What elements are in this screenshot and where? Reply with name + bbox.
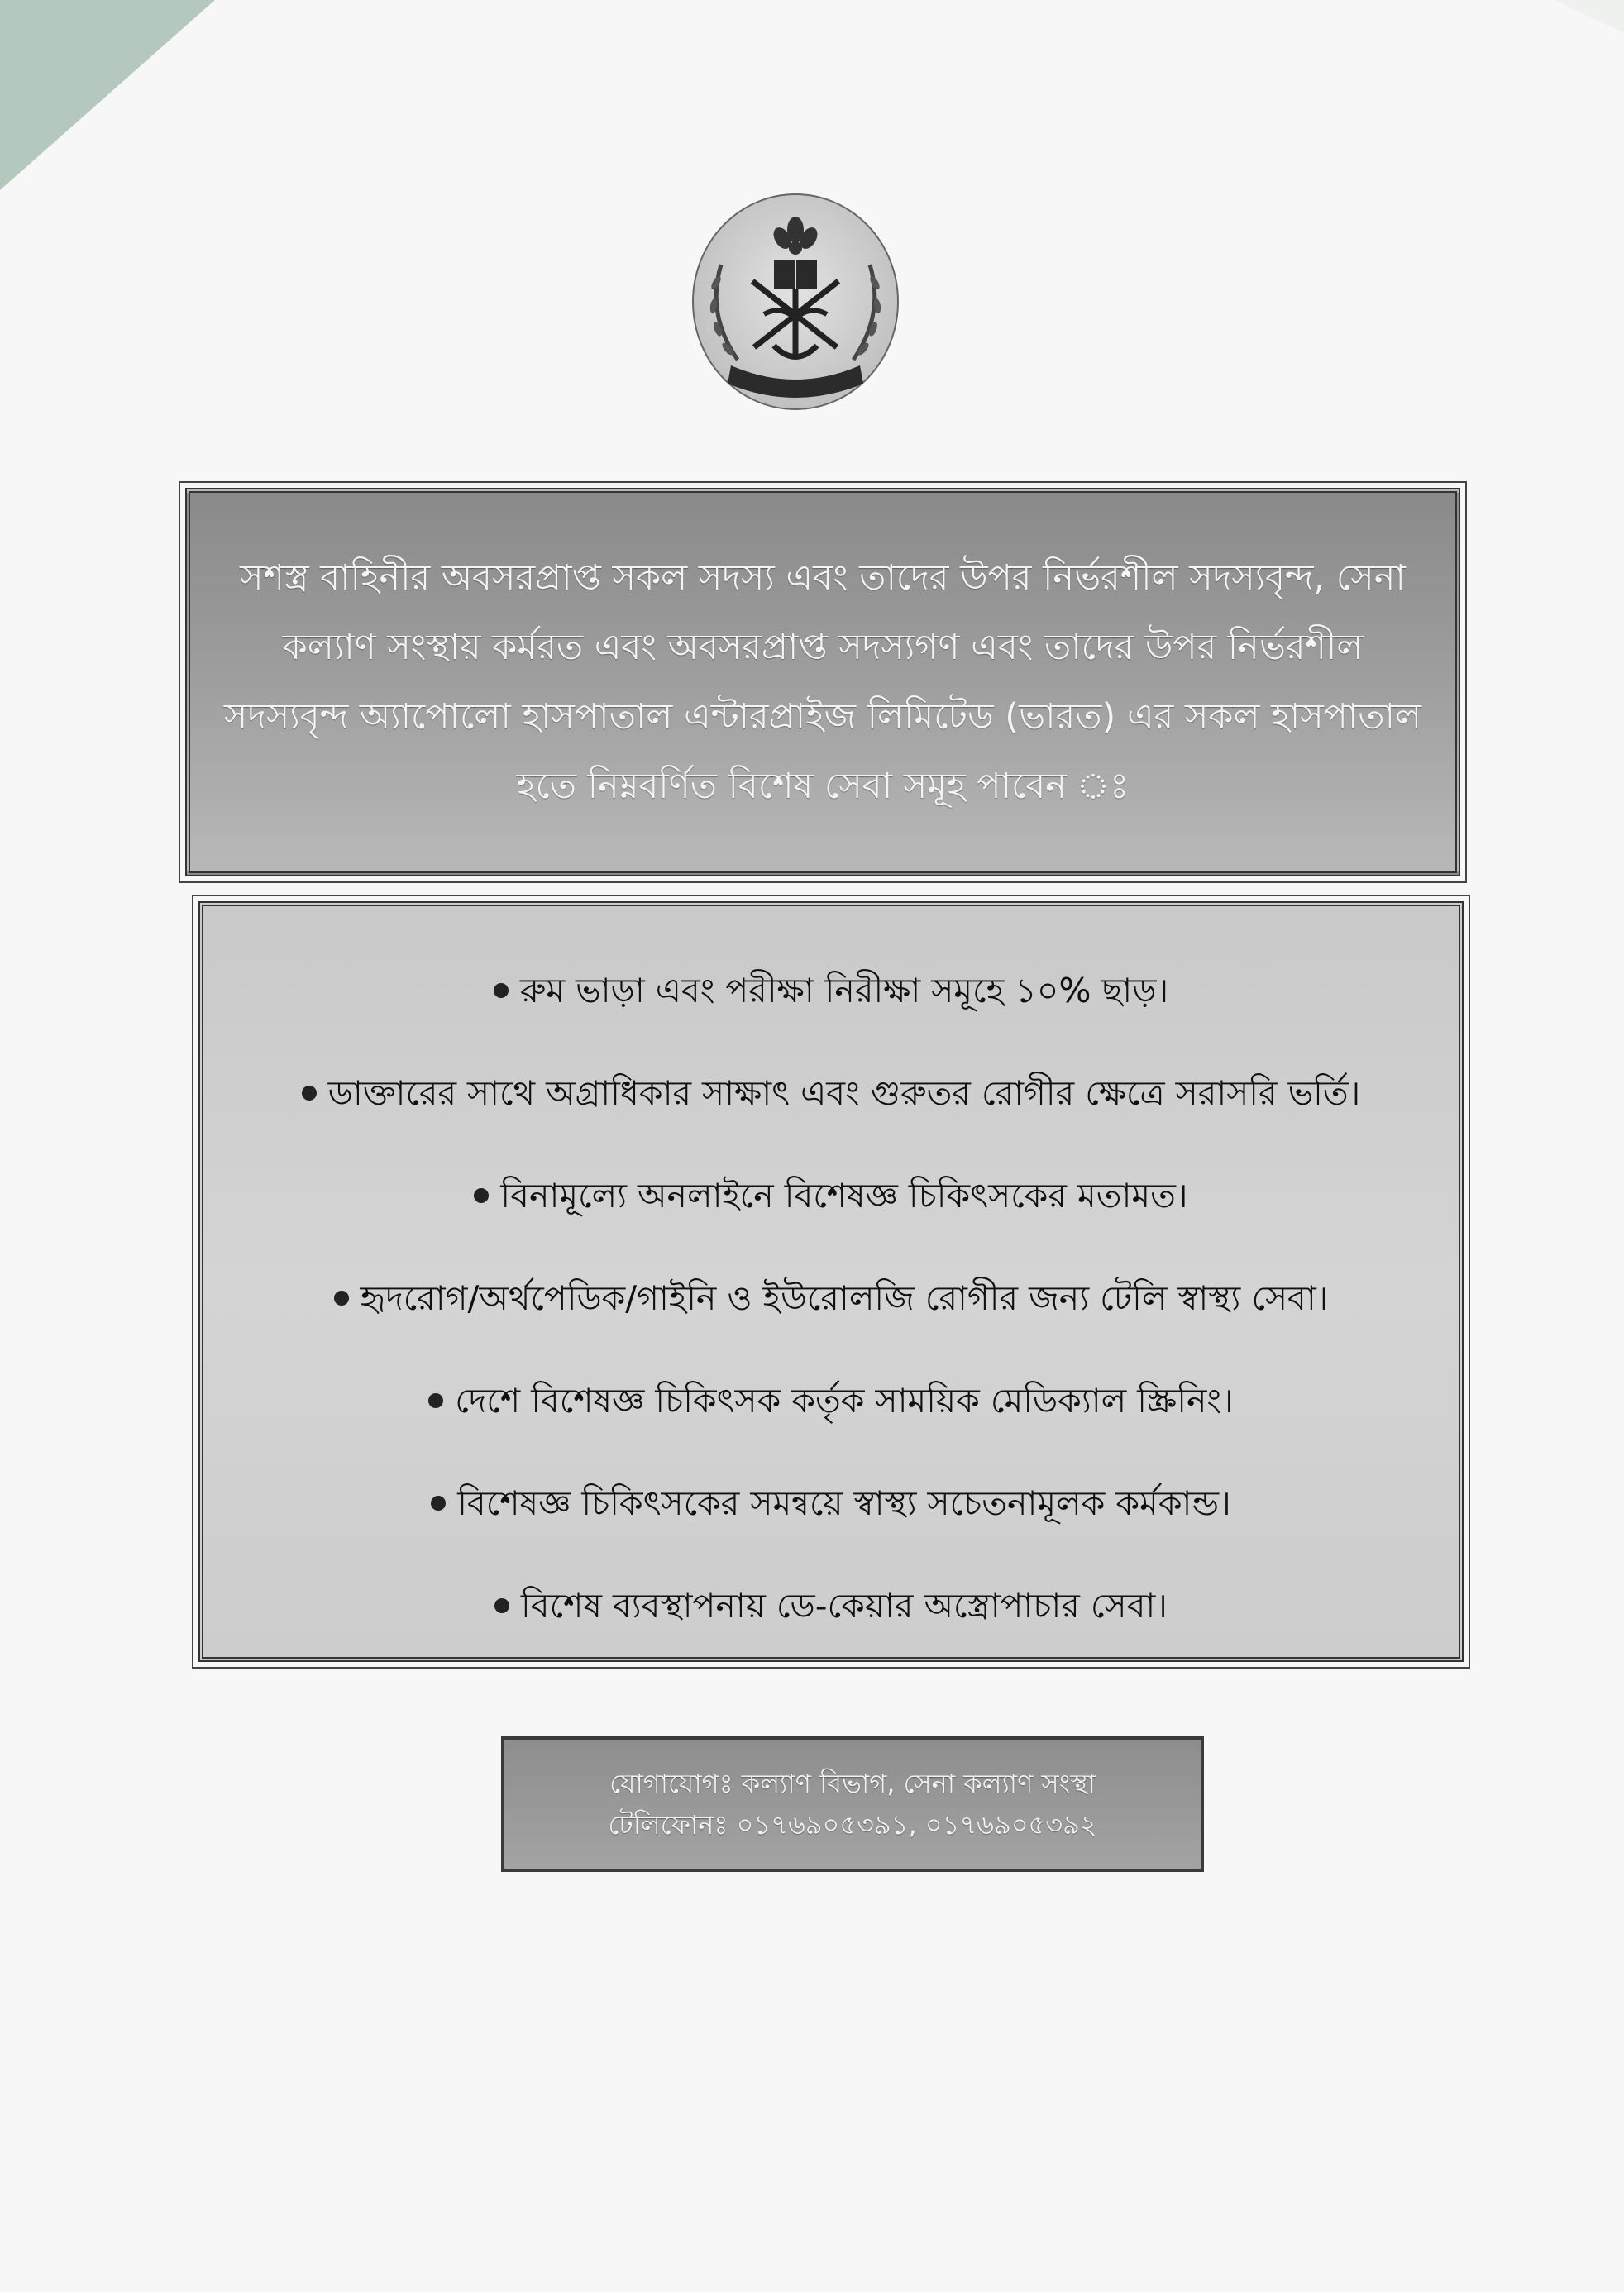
- benefit-item-telehealth: [220, 1247, 1442, 1349]
- bullet-icon: [494, 1598, 509, 1613]
- contact-panel: [501, 1736, 1204, 1872]
- benefit-item-screening: [220, 1349, 1442, 1452]
- benefit-item-discount: [220, 939, 1442, 1042]
- contact-department: যোগাযোগঃ কল্যাণ বিভাগ, সেনা কল্যাণ সংস্থা: [609, 1768, 1096, 1799]
- bullet-icon: [494, 983, 509, 998]
- benefit-text: ডাক্তারের সাথে অগ্রাধিকার সাক্ষাৎ এবং গুরুতর রোগীর ক্ষেত্রে সরাসরি ভর্তি।: [327, 1073, 1361, 1113]
- bullet-icon: [302, 1086, 317, 1101]
- intro-panel: [185, 488, 1460, 876]
- bullet-icon: [428, 1393, 443, 1408]
- bullet-icon: [474, 1188, 489, 1203]
- benefit-item-day-care-surgery: [220, 1554, 1442, 1657]
- army-welfare-emblem-icon: [688, 190, 903, 413]
- benefits-panel: [198, 901, 1464, 1662]
- intro-text: সশস্ত্র বাহিনীর অবসরপ্রাপ্ত সকল সদস্য এবং তাদের উপর নির্ভরশীল সদস্যবৃন্দ, সেনা কল্যাণ সংস্থায় কর্মরত এবং অবসরপ্রাপ্ত সদস্যগণ এবং তাদের উপর নির্ভরশীল সদস্যবৃন্দ অ্যাপোলো হাসপাতাল এন্টারপ্রাইজ লিমিটেড (ভারত) এর সকল হাসপাতাল হতে নিম্নবর্ণিত বিশেষ সেবা সমূহ পাবেন ঃ: [223, 557, 1422, 807]
- benefit-text: বিশেষজ্ঞ চিকিৎসকের সমন্বয়ে স্বাস্থ্য সচেতনামূলক কর্মকান্ড।: [457, 1483, 1231, 1523]
- benefit-item-priority: [220, 1042, 1442, 1144]
- benefit-list: [220, 939, 1442, 1657]
- benefit-item-online-opinion: [220, 1144, 1442, 1247]
- contact-phone: টেলিফোনঃ ০১৭৬৯০৫৩৯১, ০১৭৬৯০৫৩৯২: [608, 1809, 1097, 1841]
- benefit-text: রুম ভাড়া এবং পরীক্ষা নিরীক্ষা সমূহে ১০% ছাড়।: [519, 971, 1169, 1010]
- benefit-text: হৃদরোগ/অর্থপেডিক/গাইনি ও ইউরোলজি রোগীর জন্য টেলি স্বাস্থ্য সেবা।: [360, 1278, 1329, 1318]
- benefit-item-awareness: [220, 1452, 1442, 1554]
- benefit-text: বিশেষ ব্যবস্থাপনায় ডে-কেয়ার অস্ত্রোপাচার সেবা।: [521, 1586, 1168, 1626]
- benefit-text: দেশে বিশেষজ্ঞ চিকিৎসক কর্তৃক সাময়িক মেডিক্যাল স্ক্রিনিং।: [455, 1381, 1234, 1421]
- bullet-icon: [334, 1291, 349, 1306]
- bullet-icon: [431, 1496, 446, 1511]
- benefit-text: বিনামূল্যে অনলাইনে বিশেষজ্ঞ চিকিৎসকের মতামত।: [500, 1176, 1188, 1215]
